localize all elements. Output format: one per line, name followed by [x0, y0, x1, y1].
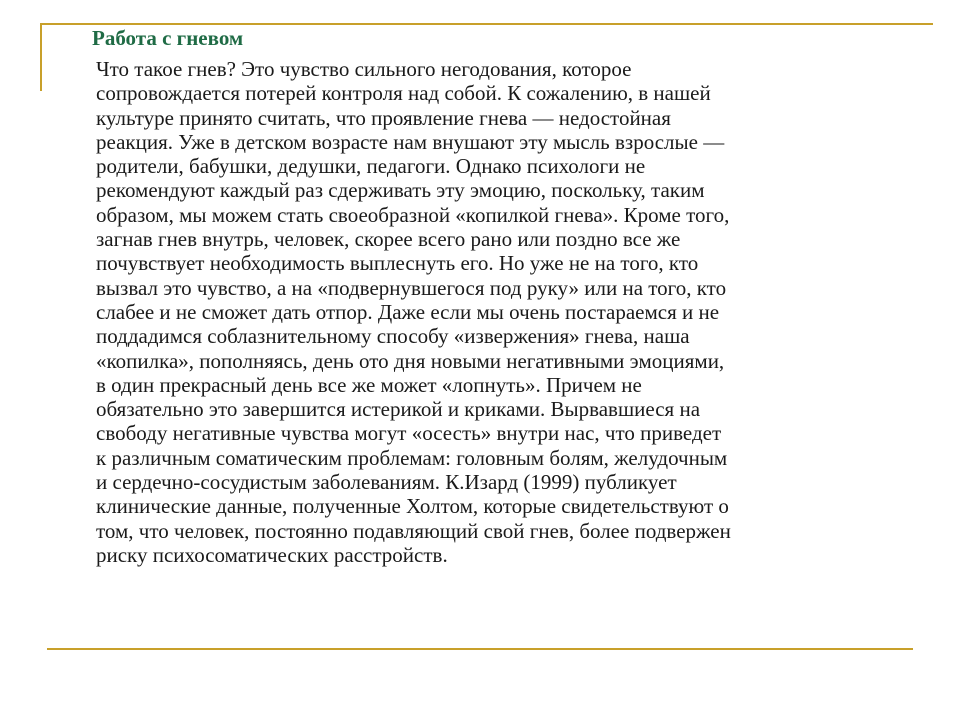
- left-accent-bar: [40, 23, 42, 91]
- body-line: поддадимся соблазнительному способу «извержения» гнева, наша: [96, 324, 690, 349]
- body-line: почувствует необходимость выплеснуть его. Но уже не на того, кто: [96, 251, 699, 276]
- body-line: том, что человек, постоянно подавляющий свой гнев, более подвержен: [96, 518, 731, 543]
- body-line: загнав гнев внутрь, человек, скорее всего рано или поздно все же: [96, 227, 681, 252]
- slide-title: Работа с гневом: [92, 26, 244, 50]
- body-line: «копилка», пополняясь, день ото дня новыми негативными эмоциями,: [96, 348, 725, 373]
- body-line: к различным соматическим проблемам: головным болям, желудочным: [96, 445, 728, 470]
- body-line: свободу негативные чувства могут «осесть» внутри нас, что приведет: [96, 421, 722, 446]
- body-line: слабее и не сможет дать отпор. Даже если мы очень постараемся и не: [96, 299, 720, 324]
- body-line: рекомендуют каждый раз сдерживать эту эмоцию, поскольку, таким: [96, 178, 705, 203]
- body-line: и сердечно-сосудистым заболеваниям. К.Изард (1999) публикует: [96, 470, 677, 495]
- body-line: Что такое гнев? Это чувство сильного негодования, которое: [96, 57, 632, 81]
- body-line: обязательно это завершится истерикой и криками. Вырвавшиеся на: [96, 397, 701, 422]
- body-line: реакция. Уже в детском возрасте нам внушают эту мысль взрослые —: [96, 129, 725, 154]
- body-line: риску психосоматических расстройств.: [96, 542, 448, 567]
- body-line: в один прекрасный день все же может «лопнуть». Причем не: [96, 372, 642, 397]
- body-line: культуре принято считать, что проявление гнева — недостойная: [96, 105, 671, 130]
- slide-body: [96, 57, 916, 567]
- bottom-divider: [47, 648, 913, 650]
- body-line: родители, бабушки, дедушки, педагоги. Однако психологи не: [96, 154, 646, 179]
- body-line: образом, мы можем стать своеобразной «копилкой гнева». Кроме того,: [96, 202, 730, 227]
- body-line: клинические данные, полученные Холтом, которые свидетельствуют о: [96, 494, 729, 519]
- body-line: сопровождается потерей контроля над собой. К сожалению, в нашей: [96, 81, 711, 106]
- body-line: вызвал это чувство, а на «подвернувшегося под руку» или на того, кто: [96, 275, 727, 300]
